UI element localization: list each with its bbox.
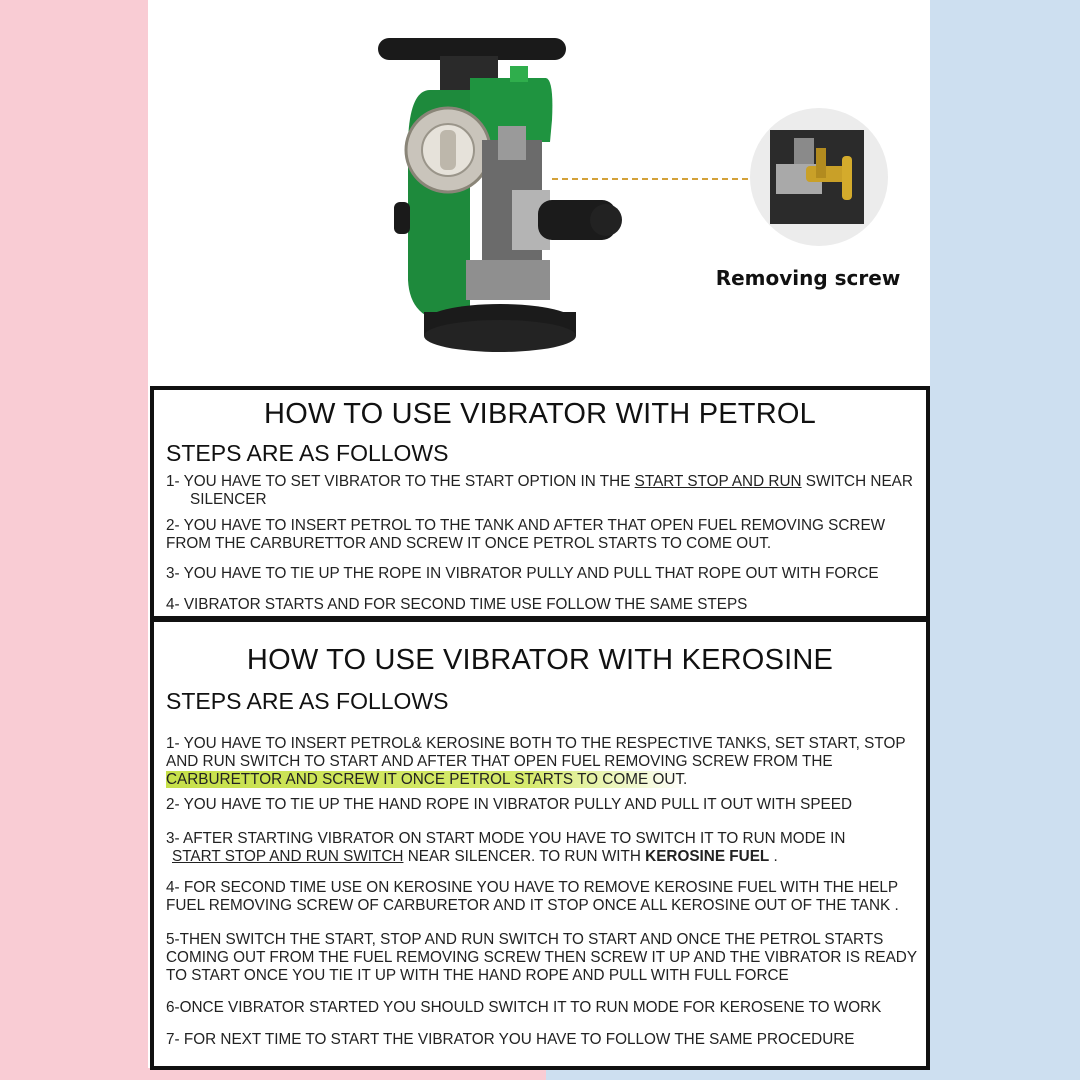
kerosine-step-7: 7- FOR NEXT TIME TO START THE VIBRATOR YOU HAVE TO FOLLOW THE SAME PROCEDURE [166,1031,855,1048]
kerosine-instructions [150,618,930,1070]
background-pink-strip [0,0,148,1080]
kerosine-step-2: 2- YOU HAVE TO TIE UP THE HAND ROPE IN VIBRATOR PULLY AND PULL IT OUT WITH SPEED [166,796,852,813]
kerosine-subtitle: STEPS ARE AS FOLLOWS [166,688,449,714]
vibrator-engine-image [370,30,630,360]
removing-screw-zoom [750,108,888,246]
leader-line [552,178,778,180]
removing-screw-caption: Removing screw [715,266,901,290]
kerosine-step-1: 1- YOU HAVE TO INSERT PETROL& KEROSINE BOTH TO THE RESPECTIVE TANKS, SET START, STOP AND RUN SWITCH TO START AND AFTER THAT OPEN FUEL REMOVING SCREW FROM THE CARBURETTOR AND SCREW IT ONCE PETROL STARTS TO COME OUT. [166,735,906,788]
petrol-step-1: 1- YOU HAVE TO SET VIBRATOR TO THE START OPTION IN THE START STOP AND RUN SWITCH NEAR SILENCER [166,473,913,508]
kerosine-step-4: 4- FOR SECOND TIME USE ON KEROSINE YOU HAVE TO REMOVE KEROSINE FUEL WITH THE HELP FUEL REMOVING SCREW OF CARBURETOR AND IT STOP ONCE ALL KEROSINE OUT OF THE TANK . [166,879,899,914]
petrol-step-3: 3- YOU HAVE TO TIE UP THE ROPE IN VIBRATOR PULLY AND PULL THAT ROPE OUT WITH FORCE [166,565,879,582]
petrol-subtitle: STEPS ARE AS FOLLOWS [166,440,449,466]
petrol-step-2: 2- YOU HAVE TO INSERT PETROL TO THE TANK AND AFTER THAT OPEN FUEL REMOVING SCREW FROM THE CARBURETTOR AND SCREW IT ONCE PETROL STARTS TO COME OUT. [166,517,886,552]
petrol-instructions [150,386,930,620]
kerosine-title: HOW TO USE VIBRATOR WITH KEROSINE [246,644,834,676]
kerosine-step-3: 3- AFTER STARTING VIBRATOR ON START MODE YOU HAVE TO SWITCH IT TO RUN MODE IN START STOP AND RUN SWITCH NEAR SILENCER. TO RUN WITH KEROSINE FUEL . [166,830,846,865]
kerosine-step-6: 6-ONCE VIBRATOR STARTED YOU SHOULD SWITCH IT TO RUN MODE FOR KEROSENE TO WORK [166,999,882,1016]
petrol-title: HOW TO USE VIBRATOR WITH PETROL [264,398,816,430]
kerosine-step-5: 5-THEN SWITCH THE START, STOP AND RUN SWITCH TO START AND ONCE THE PETROL STARTS COMING OUT FROM THE FUEL REMOVING SCREW THEN SCREW IT UP AND THE VIBRATOR IS READY TO START ONCE YOU TIE IT UP WITH THE HAND ROPE AND PULL WITH FULL FORCE [166,931,917,984]
petrol-step-4: 4- VIBRATOR STARTS AND FOR SECOND TIME USE FOLLOW THE SAME STEPS [166,596,748,613]
background-blue-strip [930,0,1080,1080]
